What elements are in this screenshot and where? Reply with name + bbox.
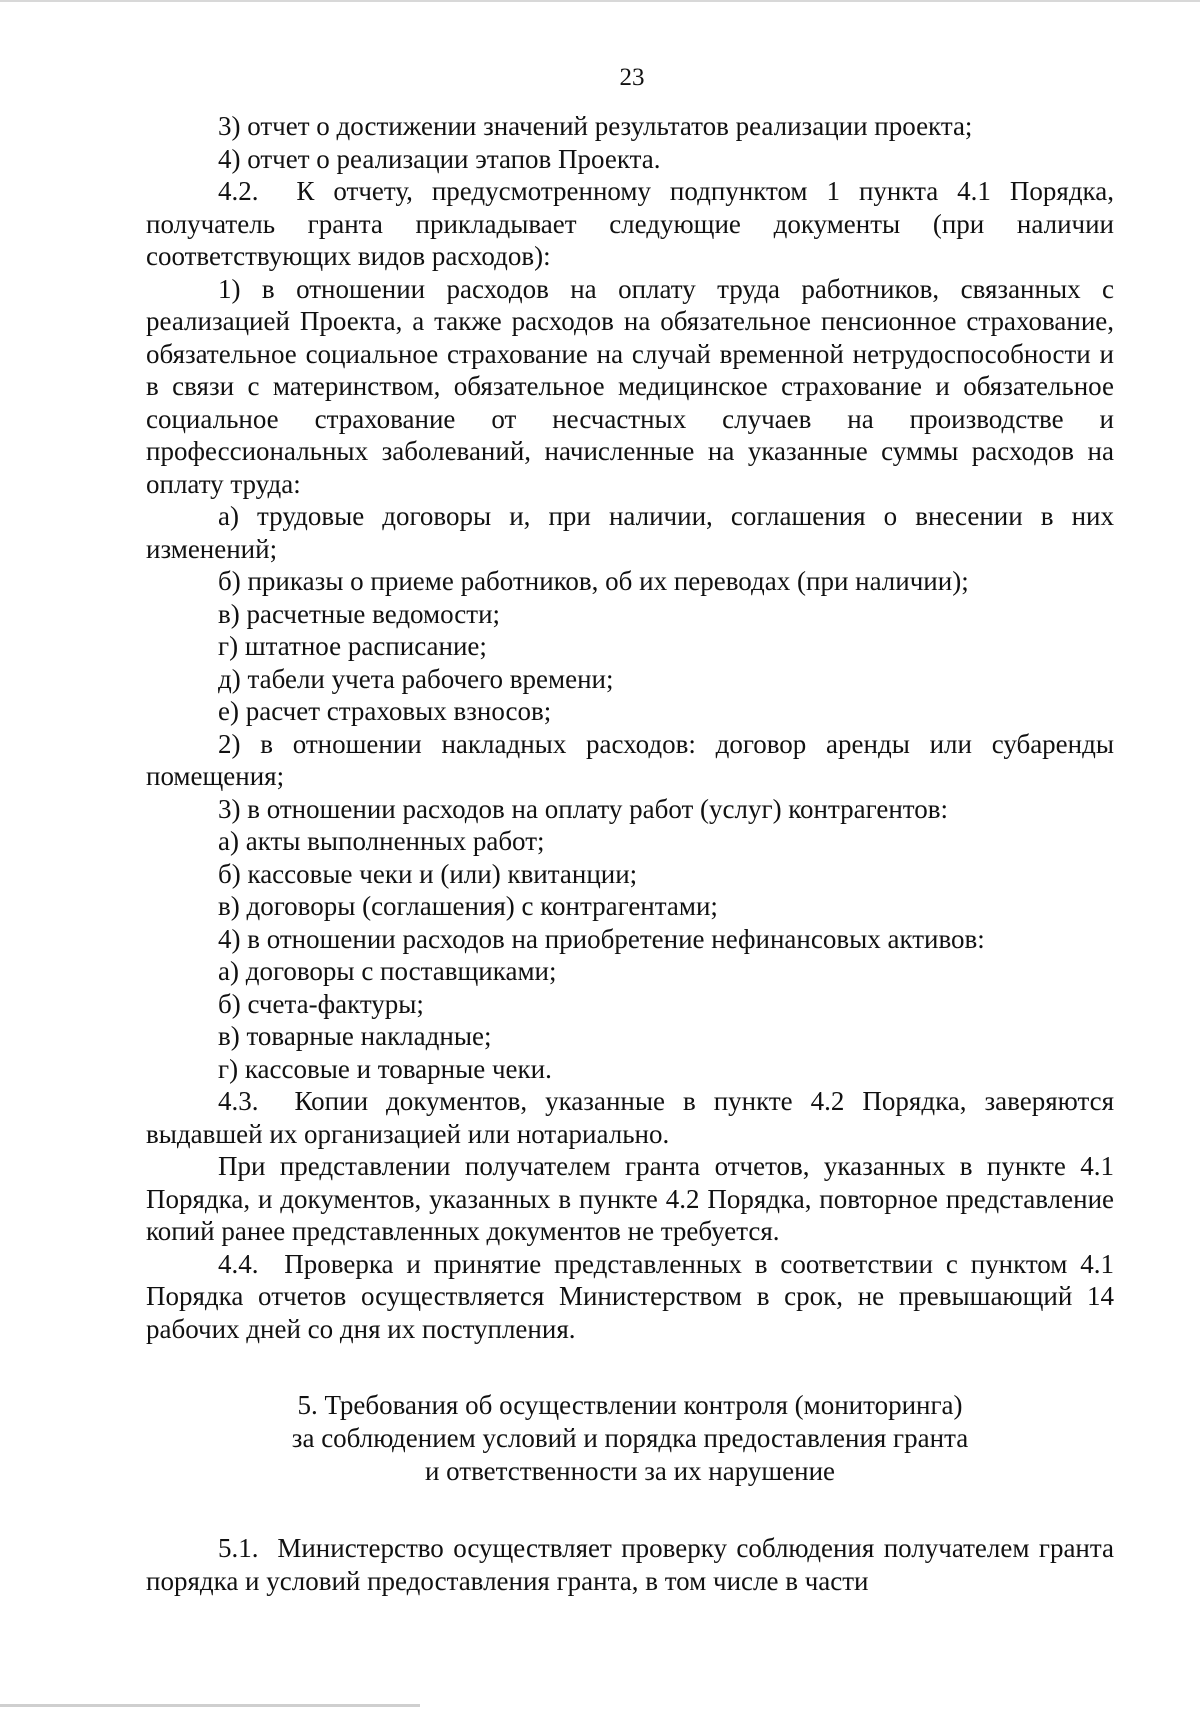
paragraph: б) приказы о приеме работников, об их переводах (при наличии);	[218, 566, 969, 596]
paragraph: 4) в отношении расходов на приобретение нефинансовых активов:	[218, 923, 985, 954]
paragraph: б) кассовые чеки и (или) квитанции;	[218, 858, 638, 889]
paragraph: При представлении получателем гранта отчетов, указанных в пункте 4.1 Порядка, и документов, указанных в пункте 4.2 Порядка, повторное представление копий ранее представленных документов не требуется.	[146, 1151, 1114, 1246]
paragraph: а) договоры с поставщиками;	[218, 956, 557, 986]
paragraph: 4.3. Копии документов, указанные в пункте 4.2 Порядка, заверяются выдавшей их организацией или нотариально.	[146, 1086, 1114, 1149]
scan-edge-top	[0, 0, 1200, 2]
paragraph: д) табели учета рабочего времени;	[218, 663, 614, 694]
paragraph: в) договоры (соглашения) с контрагентами;	[218, 891, 718, 921]
paragraph: 3) в отношении расходов на оплату работ (услуг) контрагентов:	[218, 793, 948, 824]
page-number: 23	[619, 64, 645, 91]
section-heading-line: за соблюдением условий и порядка предоставления гранта	[291, 1423, 969, 1453]
paragraph: г) штатное расписание;	[218, 631, 487, 661]
paragraph: 3) отчет о достижении значений результатов реализации проекта;	[218, 111, 973, 141]
paragraph: в) товарные накладные;	[218, 1021, 492, 1051]
paragraph: 2) в отношении накладных расходов: договор аренды или субаренды помещения;	[146, 728, 1114, 791]
section-heading-line: 5. Требования об осуществлении контроля (мониторинга)	[297, 1390, 963, 1420]
paragraph: г) кассовые и товарные чеки.	[218, 1053, 552, 1084]
paragraph: 1) в отношении расходов на оплату труда работников, связанных с реализацией Проекта, а также расходов на обязательное пенсионное страхование, обязательное социальное страхование на случай временной нетрудоспособности и в связи с материнством, обязательное медицинское страхование и обязательное социальное страхование от несчастных случаев на производстве и профессиональных заболеваний, начисленные на указанные суммы расходов на оплату труда:	[146, 273, 1114, 499]
section-heading-line: и ответственности за их нарушение	[424, 1456, 836, 1486]
paragraph: а) акты выполненных работ;	[218, 826, 545, 856]
document-body	[146, 110, 1114, 1597]
paragraph: е) расчет страховых взносов;	[218, 696, 552, 726]
paragraph: 4.2. К отчету, предусмотренному подпунктом 1 пункта 4.1 Порядка, получатель гранта прикладывает следующие документы (при наличии соответствующих видов расходов):	[146, 176, 1114, 271]
paragraph: в) расчетные ведомости;	[218, 598, 501, 629]
paragraph: 4) отчет о реализации этапов Проекта.	[218, 143, 661, 174]
paragraph: 5.1. Министерство осуществляет проверку соблюдения получателем гранта порядка и условий предоставления гранта, в том числе в части	[146, 1533, 1114, 1596]
paragraph: а) трудовые договоры и, при наличии, соглашения о внесении в них изменений;	[146, 501, 1114, 564]
section-heading	[146, 1389, 1114, 1488]
paragraph: 4.4. Проверка и принятие представленных в соответствии с пунктом 4.1 Порядка отчетов осуществляется Министерством в срок, не превышающий 14 рабочих дней со дня их поступления.	[146, 1248, 1114, 1344]
scan-edge-bottom	[0, 1704, 420, 1707]
paragraph: б) счета-фактуры;	[218, 988, 424, 1019]
